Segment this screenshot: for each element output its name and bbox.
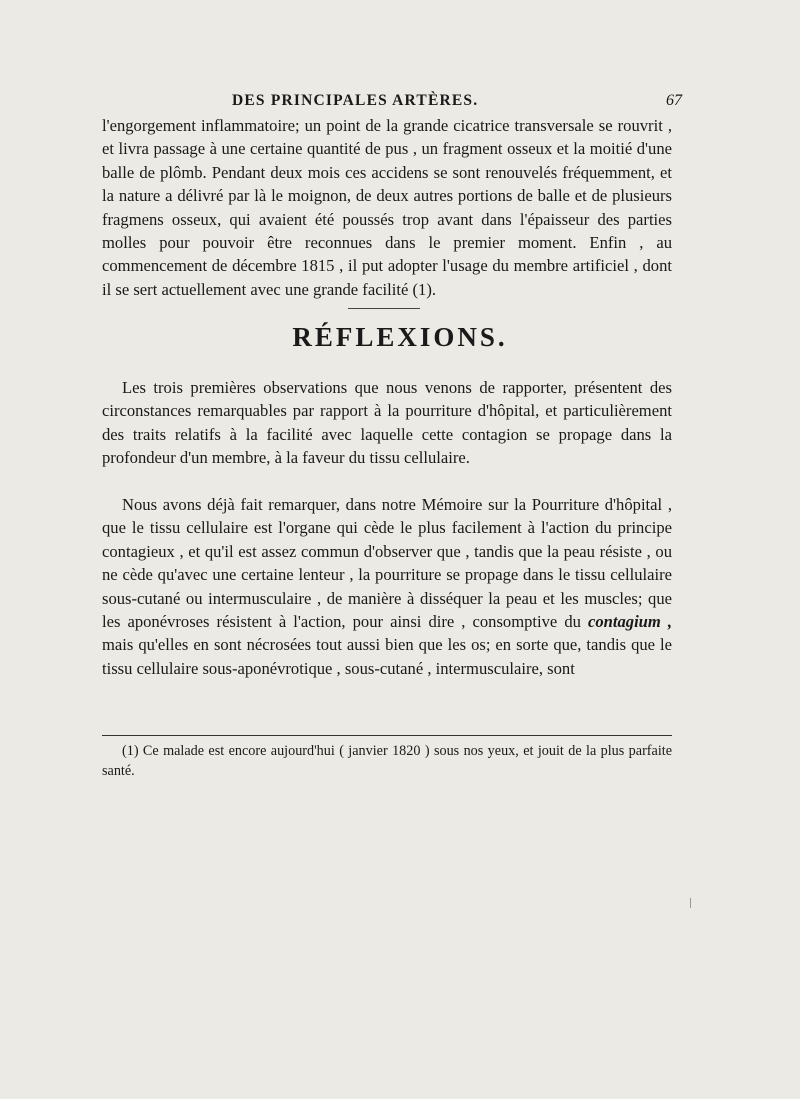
print-mark: [690, 898, 691, 908]
running-title: DES PRINCIPALES ARTÈRES.: [232, 92, 479, 109]
paragraph-text: Les trois premières observations que nous venons de rapporter, présentent des circonstances remarquables par rapport à la pourriture d'hôpital, et particulièrement des traits relatifs à la facilité avec laquelle cette contagion se propage dans la profondeur d'un membre, à la faveur du tissu cellulaire.: [102, 378, 672, 468]
paragraph-text-end: mais qu'elles en sont nécrosées tout aussi bien que les os; en sorte que, tandis que le tissu cellulaire sous-aponévrotique , sous-cutané , intermusculaire, sont: [102, 635, 672, 678]
footnote-rule: [102, 735, 672, 736]
paragraph-text: l'engorgement inflammatoire; un point de la grande cicatrice transversale se rouvrit , et livra passage à une certaine quantité de pus , un fragment osseux et la moitié d'une balle de plômb. Pendant deux mois ces accidens se sont renouvelés fréquemment, et la nature a délivré par là le moignon, de deux autres portions de balle et de plusieurs fragmens osseux, qui avaient été poussés trop avant dans l'épaisseur des parties molles pour pouvoir être reconnues dans le premier moment. Enfin , au commencement de décembre 1815 , il put adopter l'usage du membre artificiel , dont il se sert actuellement avec une grande facilité (1).: [102, 116, 672, 299]
page-number: 67: [666, 92, 682, 109]
footnote: (1) Ce malade est encore aujourd'hui ( janvier 1820 ) sous nos yeux, et jouit de la plus parfaite santé.: [102, 743, 672, 779]
body-paragraph-1: [102, 114, 672, 301]
paragraph-text-start: Nous avons déjà fait remarquer, dans notre Mémoire sur la Pourriture d'hôpital , que le tissu cellulaire est l'organe qui cède le plus facilement à l'action du principe contagieux , et qu'il est assez commun d'observer que , tandis que la peau résiste , ou ne cède qu'avec une certaine lenteur , la pourriture se propage dans le tissu cellulaire sous-cutané ou intermusculaire , de manière à disséquer la peau et les muscles; que les aponévroses résistent à l'action, pour ainsi dire , consomptive du: [102, 495, 672, 632]
body-paragraph-2: [102, 376, 672, 470]
body-paragraph-3: [102, 493, 672, 680]
running-head: [0, 92, 800, 114]
paragraph-text: [102, 493, 672, 680]
section-title: RÉFLEXIONS.: [292, 322, 508, 352]
section-divider: [348, 308, 420, 309]
latin-term: contagium ,: [587, 612, 672, 632]
